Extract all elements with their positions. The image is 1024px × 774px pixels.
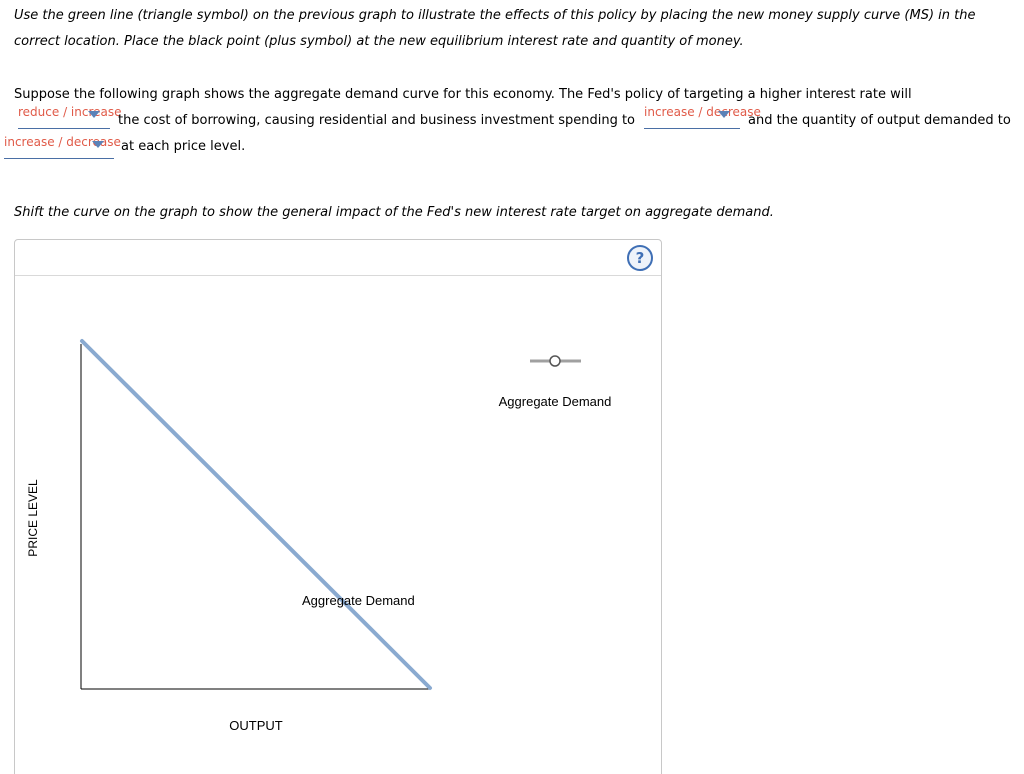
investment-spending-dropdown-label: increase / decrease	[644, 105, 761, 119]
borrowing-cost-dropdown-label: reduce / increase	[18, 105, 122, 119]
previous-graph-instruction-line-1: Use the green line (triangle symbol) on the previous graph to illustrate the effects of this policy by placing the new money supply curve (MS) in the	[14, 8, 976, 23]
tool-circle-icon	[550, 356, 560, 366]
borrowing-cost-dropdown[interactable]	[18, 105, 122, 129]
investment-spending-dropdown[interactable]	[644, 105, 761, 129]
price-level-axis-label: PRICE LEVEL	[26, 479, 40, 557]
question-text-quantity: and the quantity of output demanded to	[748, 113, 1011, 128]
graph-canvas[interactable]	[15, 276, 661, 774]
question-text-level: at each price level.	[121, 139, 246, 154]
question-text-cost: the cost of borrowing, causing residential and business investment spending to	[118, 113, 636, 128]
graph-toolbar	[15, 240, 661, 276]
chevron-down-icon	[92, 141, 104, 148]
previous-graph-instruction-line-2: correct location. Place the black point (plus symbol) at the new equilibrium interest rate and quantity of money.	[14, 34, 744, 49]
aggregate-demand-tool-label: Aggregate Demand	[498, 394, 612, 409]
help-button[interactable]: ?	[627, 245, 653, 271]
aggregate-demand-curve-label: Aggregate Demand	[302, 593, 415, 608]
question-line-1: Suppose the following graph shows the aggregate demand curve for this economy. The Fed's policy of targeting a higher interest rate will	[14, 87, 912, 102]
aggregate-demand-curve[interactable]	[82, 341, 430, 688]
aggregate-demand-tool[interactable]	[499, 356, 612, 409]
output-demanded-dropdown-label: increase / decrease	[4, 135, 121, 149]
chevron-down-icon	[718, 111, 730, 118]
graph-panel	[14, 239, 662, 774]
shift-curve-instruction: Shift the curve on the graph to show the general impact of the Fed's new interest rate target on aggregate demand.	[14, 205, 774, 220]
output-axis-label: OUTPUT	[229, 718, 283, 733]
output-demanded-dropdown[interactable]	[4, 135, 121, 159]
chevron-down-icon	[88, 111, 100, 118]
